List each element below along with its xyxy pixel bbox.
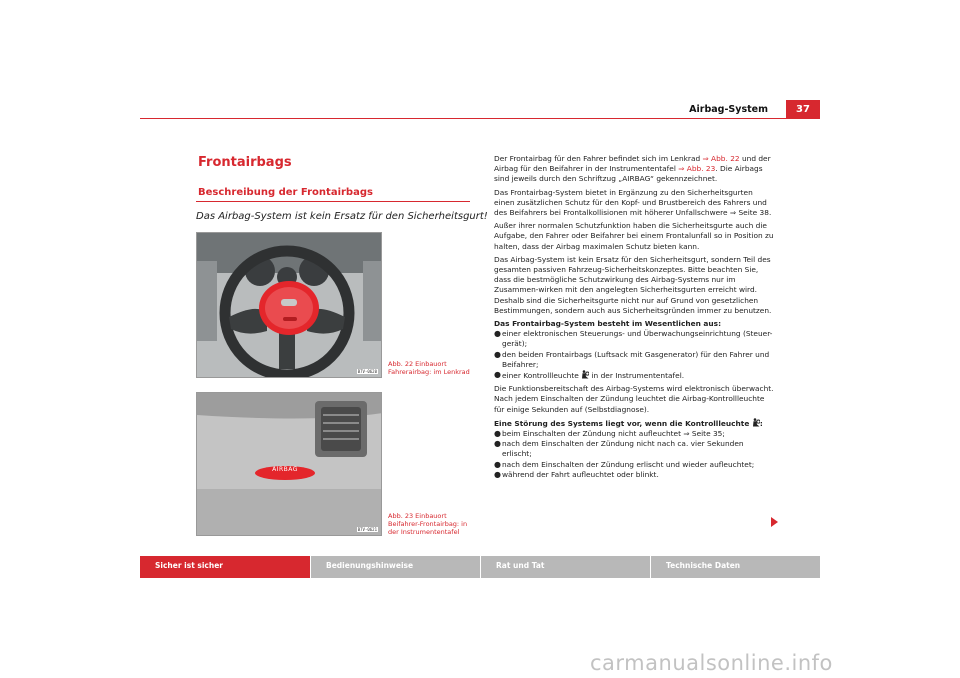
- dashboard-illustration: [197, 393, 382, 536]
- paragraph: Der Frontairbag für den Fahrer befindet sich im Lenkrad ⇒ Abb. 22 und der Airbag für den Beifahrer in der Instrumententafel ⇒ Abb. 23. Die Airbags sind jeweils durch den Schriftzug „AIRBAG“ gekennzeichnet.: [494, 154, 771, 184]
- figure-steering-wheel-airbag: [196, 232, 382, 378]
- list-item: ● beim Einschalten der Zündung nicht aufleuchtet ⇒ Seite 35;: [494, 429, 725, 439]
- airbag-label: AIRBAG: [272, 466, 298, 473]
- page-number: 37: [786, 100, 820, 119]
- list-item: ● den beiden Frontairbags (Luftsack mit Gasgenerator) für den Fahrer und Beifahrer;: [494, 349, 770, 369]
- list-item: ● nach dem Einschalten der Zündung nicht nach ca. vier Sekunden erlischt;: [494, 439, 744, 459]
- list-item: ● nach dem Einschalten der Zündung erlischt und wieder aufleuchtet;: [494, 459, 755, 469]
- list-item: ● während der Fahrt aufleuchtet oder blinkt.: [494, 469, 659, 479]
- list-item: ● einer Kontrollleuchte in der Instrumententafel.: [494, 370, 685, 381]
- list-heading: Das Frontairbag-System besteht im Wesentlichen aus:: [494, 319, 722, 329]
- tab-rat-und-tat[interactable]: Rat und Tat: [480, 556, 650, 578]
- figure-link[interactable]: ⇒ Abb. 23: [678, 164, 716, 174]
- tab-sicher-ist-sicher[interactable]: Sicher ist sicher: [140, 556, 310, 578]
- subsection-divider: [196, 201, 470, 202]
- paragraph: Das Airbag-System ist kein Ersatz für den Sicherheitsgurt, sondern Teil des gesamten passiven Fahrzeug-Sicherheitskonzeptes. Bitte beachten Sie, dass die bestmögliche Schutzwirkung des Airbag-Systems nur im Zusammen-wirken mit den angelegten Sicherheitsgurten erreicht wird. Deshalb sind die Sicherheitsgurte nicht nur auf Grund von gesetzlichen Bestimmungen, sondern auch aus Sicherheitsgründen immer zu benutzen.: [494, 254, 772, 315]
- tab-bedienungshinweise[interactable]: Bedienungshinweise: [310, 556, 480, 578]
- steering-wheel-illustration: [197, 233, 382, 378]
- watermark: carmanualsonline.info: [590, 651, 833, 675]
- subsection-title: Beschreibung der Frontairbags: [198, 187, 373, 198]
- header-divider: [140, 118, 820, 119]
- tab-technische-daten[interactable]: Technische Daten: [650, 556, 820, 578]
- figure-link[interactable]: ⇒ Abb. 22: [702, 154, 740, 163]
- airbag-warning-icon: [581, 370, 589, 378]
- paragraph: Außer ihrer normalen Schutzfunktion haben die Sicherheitsgurte auch die Aufgabe, den Fahrer oder Beifahrer bei einem Frontalunfall so in Position zu halten, dass der Airbag maximalen Schutz bieten kann.: [494, 221, 774, 251]
- running-header-title: Airbag-System: [689, 104, 768, 115]
- intro-text: Das Airbag-System ist kein Ersatz für den Sicherheitsgurt!: [196, 211, 488, 222]
- list-item: ● einer elektronischen Steuerungs- und Überwachungseinrichtung (Steuer-gerät);: [494, 329, 773, 349]
- caption-line: Abb. 22 Einbauort: [388, 360, 447, 368]
- section-title: Frontairbags: [198, 155, 292, 170]
- next-page-arrow-icon[interactable]: [771, 517, 778, 527]
- caption-line: Beifahrer-Frontairbag: in: [388, 520, 468, 528]
- paragraph: Die Funktionsbereitschaft des Airbag-Systems wird elektronisch überwacht. Nach jedem Einschalten der Zündung leuchtet die Airbag-Kontrollleuchte für einige Sekunden auf (Selbstdiagnose).: [494, 384, 774, 414]
- body-text: [494, 154, 774, 480]
- figure-code: B7V-0620: [357, 369, 377, 374]
- caption-line: Abb. 23 Einbauort: [388, 512, 447, 520]
- paragraph: Das Frontairbag-System bietet in Ergänzung zu den Sicherheitsgurten einen zusätzlichen Schutz für den Kopf- und Brustbereich des Fahrers und des Beifahrers bei Frontalkollisionen mit höherer Unfallschwere ⇒ Seite 38.: [494, 187, 772, 218]
- airbag-warning-icon: [752, 418, 760, 426]
- caption-line: der Instrumententafel: [388, 528, 460, 536]
- list-heading: Eine Störung des Systems liegt vor, wenn die Kontrollleuchte :: [494, 418, 763, 428]
- caption-line: Fahrerairbag: im Lenkrad: [388, 368, 470, 376]
- figure-passenger-airbag: [196, 392, 382, 536]
- figure-code: B7V-0621: [357, 527, 377, 532]
- figure-caption: [388, 512, 467, 536]
- footer-nav: [140, 556, 820, 578]
- figure-caption: [388, 360, 470, 376]
